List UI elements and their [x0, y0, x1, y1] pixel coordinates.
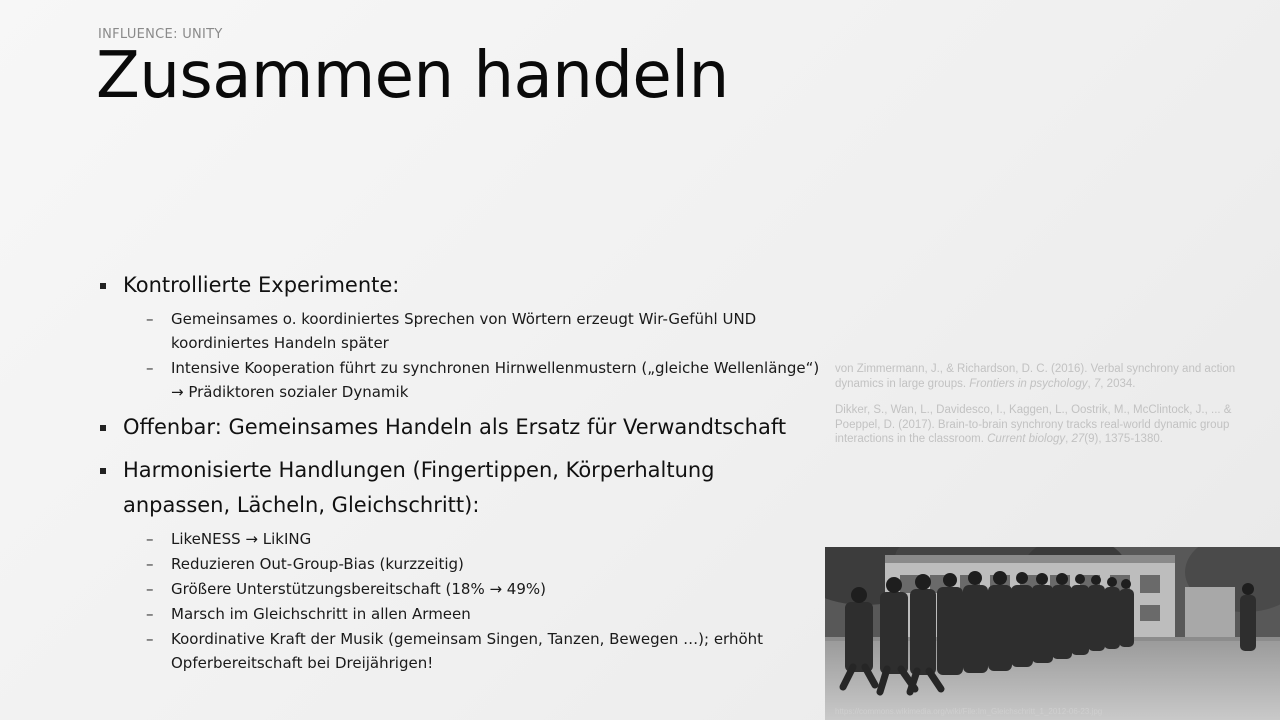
references: [835, 362, 1260, 459]
sub-bullet-item: [98, 602, 823, 626]
dash-bullet-icon: –: [146, 605, 154, 623]
marching-soldiers-photo: [825, 547, 1280, 720]
reference-item: [835, 403, 1260, 447]
reference-volume: 27: [1071, 433, 1085, 445]
sub-bullet-list: [98, 527, 823, 675]
photo-caption: https://commons.wikimedia.org/wiki/File:Im_Gleichschritt_1_2012-06-23.jpg: [835, 707, 1103, 716]
reference-journal: Current biology: [987, 433, 1066, 445]
sub-bullet-item: [98, 627, 823, 675]
bullet-item: [98, 410, 823, 445]
sub-bullet-item: [98, 552, 823, 576]
bullet-item: [98, 268, 823, 303]
reference-separator: ,: [1065, 433, 1072, 445]
reference-text: von Zimmermann, J., & Richardson, D. C. (2016). Verbal synchrony and action dynamics in large groups.: [835, 363, 1236, 390]
reference-volume: 7: [1093, 377, 1101, 390]
sub-bullet-list: [98, 307, 823, 404]
bullet-text: Harmonisierte Handlungen (Fingertippen, Körperhaltung anpassen, Lächeln, Gleichschritt):: [123, 458, 715, 517]
dash-bullet-icon: –: [146, 630, 154, 648]
dash-bullet-icon: –: [146, 555, 154, 573]
slide-title: Zusammen handeln: [96, 39, 729, 113]
reference-text: Dikker, S., Wan, L., Davidesco, I., Kaggen, L., Oostrik, M., McClintock, J., ... & Poeppel, D. (2017). Brain-to-brain synchrony tracks real-world dynamic group interactions in the classroom.: [835, 404, 1232, 445]
square-bullet-icon: [100, 468, 106, 474]
sub-bullet-text: Marsch im Gleichschritt in allen Armeen: [171, 605, 471, 623]
sub-bullet-text: Intensive Kooperation führt zu synchronen Hirnwellenmustern („gleiche Wellenlänge“) → Prädiktoren sozialer Dynamik: [171, 359, 820, 401]
sub-bullet-item: [98, 356, 823, 404]
reference-pages: , 2034.: [1100, 377, 1136, 390]
dash-bullet-icon: –: [146, 359, 154, 377]
dash-bullet-icon: –: [146, 580, 154, 598]
bullet-text: Kontrollierte Experimente:: [123, 273, 400, 297]
marching-soldiers-image: [825, 547, 1280, 720]
slide-kicker: INFLUENCE: UNITY: [98, 27, 223, 42]
dash-bullet-icon: –: [146, 530, 154, 548]
bullet-item: [98, 453, 823, 523]
sub-bullet-text: Größere Unterstützungsbereitschaft (18% → 49%): [171, 580, 546, 598]
sub-bullet-text: LikeNESS → LikING: [171, 530, 312, 548]
bullet-list: [98, 268, 823, 681]
dash-bullet-icon: –: [146, 310, 154, 328]
sub-bullet-text: Koordinative Kraft der Musik (gemeinsam Singen, Tanzen, Bewegen …); erhöht Opferbereitschaft bei Dreijährigen!: [171, 630, 764, 672]
sub-bullet-item: [98, 577, 823, 601]
reference-pages: (9), 1375-1380.: [1084, 433, 1163, 445]
sub-bullet-text: Gemeinsames o. koordiniertes Sprechen von Wörtern erzeugt Wir-Gefühl UND koordiniertes Handeln später: [171, 310, 757, 352]
sub-bullet-item: [98, 307, 823, 355]
square-bullet-icon: [100, 283, 106, 289]
sub-bullet-text: Reduzieren Out-Group-Bias (kurzzeitig): [171, 555, 464, 573]
square-bullet-icon: [100, 425, 106, 431]
reference-item: [835, 362, 1260, 391]
bullet-text: Offenbar: Gemeinsames Handeln als Ersatz für Verwandtschaft: [123, 415, 787, 439]
reference-journal: Frontiers in psychology: [969, 377, 1088, 390]
sub-bullet-item: [98, 527, 823, 551]
reference-separator: ,: [1087, 377, 1094, 390]
